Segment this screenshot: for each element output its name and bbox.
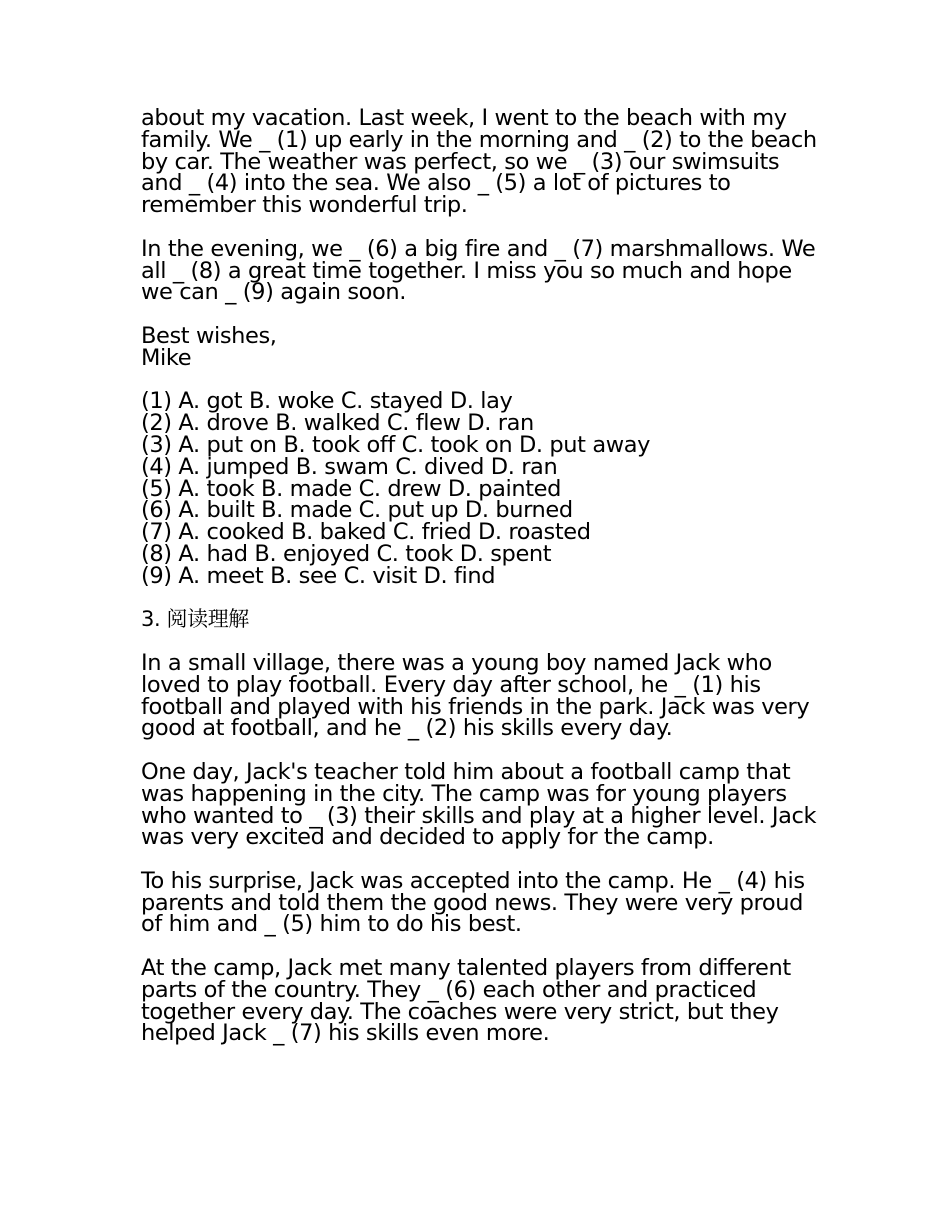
- letter-paragraph-2: In the evening, we _ (6) a big fire and _ (7) marshmallows. We all _ (8) a great time together. I miss you so much and hope we can _ (9) again soon.: [141, 235, 816, 306]
- option-line: (3) A. put on B. took off C. took on D. put away: [141, 431, 651, 458]
- reading-paragraph-2: One day, Jack's teacher told him about a football camp that was happening in the city. The camp was for young players who wanted to _ (3) their skills and play at a higher level. Jack was very excited and decided to apply for the camp.: [141, 758, 817, 851]
- option-line: (7) A. cooked B. baked C. fried D. roasted: [141, 519, 591, 546]
- document-page: [141, 105, 821, 1067]
- option-line: (4) A. jumped B. swam C. dived D. ran: [141, 453, 558, 480]
- option-line: (2) A. drove B. walked C. flew D. ran: [141, 410, 534, 437]
- letter-closing: Best wishes, Mike: [141, 322, 277, 371]
- letter-paragraph-1: about my vacation. Last week, I went to the beach with my family. We _ (1) up early in the morning and _ (2) to the beach by car. The weather was perfect, so we _ (3) our swimsuits and _ (4) into the sea. We also _ (5) a lot of pictures to remember this wonderful trip.: [141, 105, 817, 219]
- option-line: (8) A. had B. enjoyed C. took D. spent: [141, 540, 552, 567]
- option-line: (5) A. took B. made C. drew D. painted: [141, 475, 561, 502]
- option-line: (9) A. meet B. see C. visit D. find: [141, 562, 496, 589]
- reading-paragraph-3: To his surprise, Jack was accepted into the camp. He _ (4) his parents and told them the good news. They were very proud of him and _ (5) him to do his best.: [141, 867, 805, 938]
- section-heading: 3. 阅读理解: [141, 607, 249, 632]
- option-line: (1) A. got B. woke C. stayed D. lay: [141, 388, 513, 415]
- answer-options-list: [141, 388, 821, 589]
- reading-paragraph-4: At the camp, Jack met many talented players from different parts of the country. They _ (6) each other and practiced together every day. The coaches were very strict, but they helped Jack _ (7) his skills even more.: [141, 955, 791, 1047]
- option-line: (6) A. built B. made C. put up D. burned: [141, 497, 573, 524]
- reading-paragraph-1: In a small village, there was a young boy named Jack who loved to play football. Every day after school, he _ (1) his football and played with his friends in the park. Jack was very good at football, and he _ (2) his skills every day.: [141, 649, 810, 742]
